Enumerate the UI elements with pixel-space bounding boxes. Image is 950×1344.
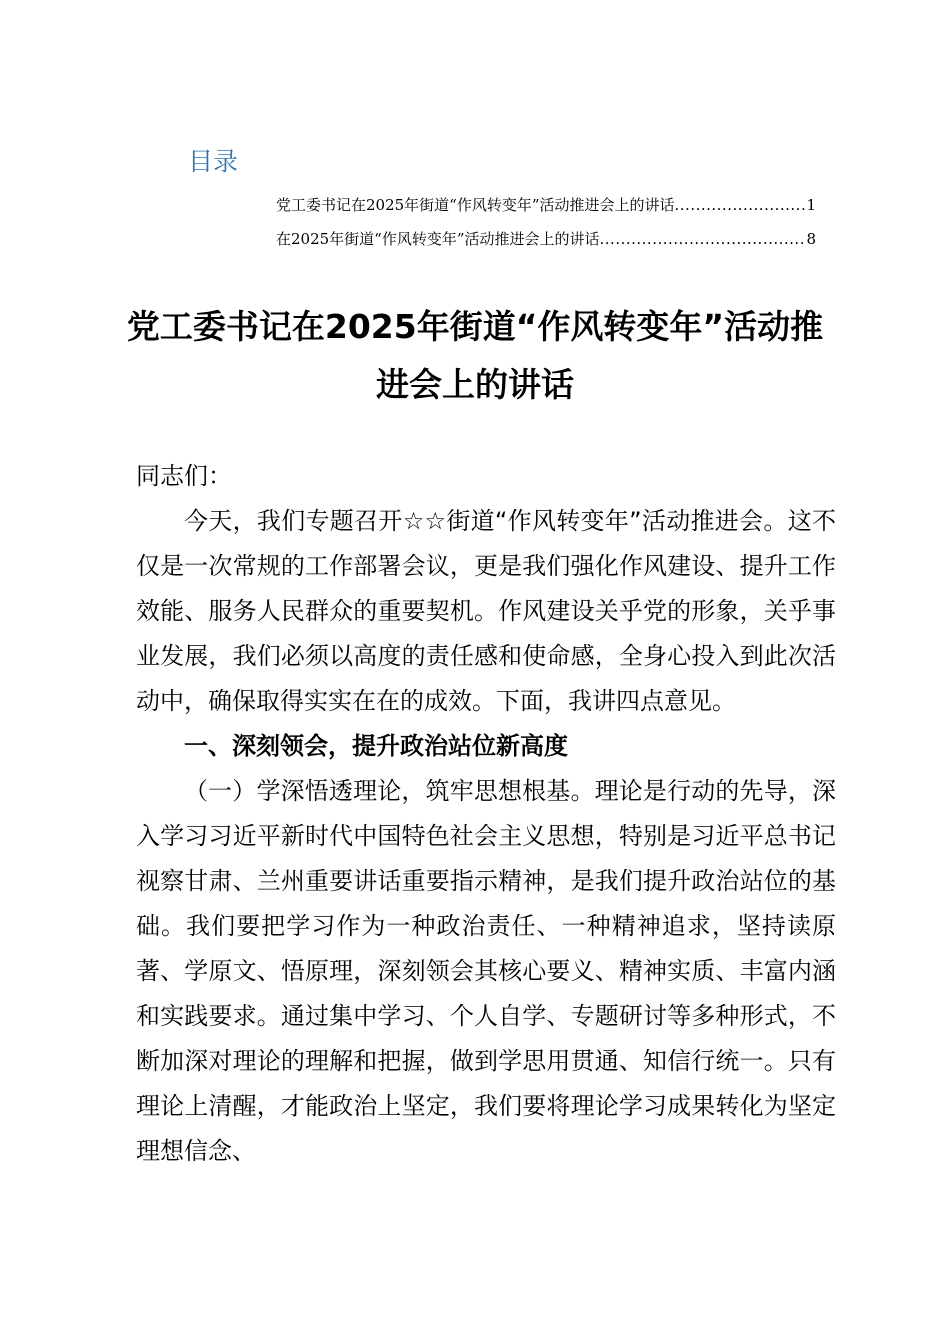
toc-entry-2[interactable]	[276, 222, 816, 256]
document-title: 党工委书记在2025年街道“作风转变年”活动推进会上的讲话	[126, 307, 824, 404]
document-body	[136, 454, 836, 1174]
toc-entry-title: 党工委书记在2025年街道“作风转变年”活动推进会上的讲话	[276, 196, 675, 214]
table-of-contents	[276, 188, 816, 256]
salutation: 同志们：	[136, 462, 232, 490]
body-paragraph: （一）学深悟透理论，筑牢思想根基。理论是行动的先导，深入学习习近平新时代中国特色社会主义思想，特别是习近平总书记视察甘肃、兰州重要讲话重要指示精神，是我们提升政治站位的基础。我们要把学习作为一种政治责任、一种精神追求，坚持读原著、学原文、悟原理，深刻领会其核心要义、精神实质、丰富内涵和实践要求。通过集中学习、个人自学、专题研讨等多种形式，不断加深对理论的理解和把握，做到学思用贯通、知信行统一。只有理论上清醒，才能政治上坚定，我们要将理论学习成果转化为坚定理想信念、	[136, 777, 836, 1165]
toc-leader-dots	[675, 188, 806, 222]
toc-entry-page: 8	[806, 230, 816, 248]
toc-entry-page: 1	[806, 196, 816, 214]
toc-entry-title: 在2025年街道“作风转变年”活动推进会上的讲话	[276, 230, 600, 248]
toc-heading: 目录	[188, 147, 239, 176]
toc-entry-1[interactable]	[276, 188, 816, 222]
intro-paragraph: 今天，我们专题召开☆☆街道“作风转变年”活动推进会。这不仅是一次常规的工作部署会议，更是我们强化作风建设、提升工作效能、服务人民群众的重要契机。作风建设关乎党的形象，关乎事业发展，我们必须以高度的责任感和使命感，全身心投入到此次活动中，确保取得实实在在的成效。下面，我讲四点意见。	[136, 507, 836, 715]
section-heading: 一、深刻领会，提升政治站位新高度	[184, 732, 568, 760]
toc-leader-dots	[600, 222, 806, 256]
